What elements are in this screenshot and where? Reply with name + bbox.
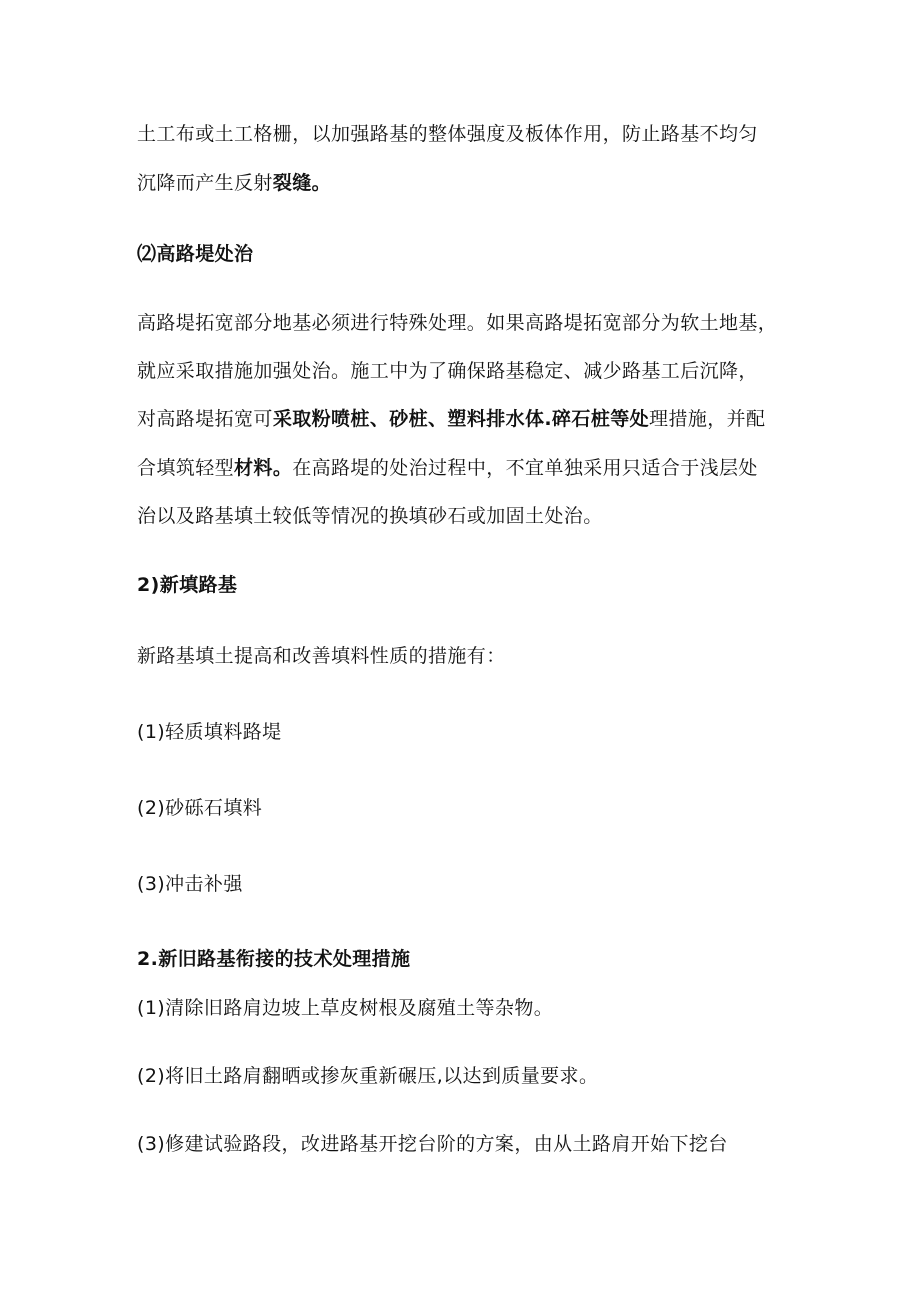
- paragraph-2-line-3-text-b: 理措施，并配: [649, 408, 766, 430]
- paragraph-2-line-4: [137, 456, 797, 480]
- paragraph-1-line-2-bold: 裂缝。: [272, 172, 332, 194]
- paragraph-2-line-5: 治以及路基填土较低等情况的换填砂石或加固土处治。: [137, 505, 603, 527]
- paragraph-2-line-3-text-a: 对高路堤拓宽可: [137, 408, 273, 430]
- paragraph-1-line-2: [137, 171, 797, 195]
- paragraph-3: 新路基填土提高和改善填料性质的措施有：: [137, 645, 506, 667]
- fill-measure-item: (3)冲击补强: [137, 873, 243, 895]
- joint-measure-item: (1)清除旧路肩边坡上草皮树根及腐殖土等杂物。: [137, 997, 554, 1019]
- paragraph-2-line-3-bold: 采取粉喷桩、砂桩、塑料排水体.碎石桩等处: [272, 408, 650, 430]
- paragraph-2-line-4-text-b: 在高路堤的处治过程中，不宜单独采用只适合于浅层处: [292, 457, 758, 479]
- paragraph-2-line-3: [137, 407, 797, 431]
- section-heading-high-embankment: ⑵高路堤处治: [137, 243, 254, 265]
- fill-measure-item: (1)轻质填料路堤: [137, 721, 282, 743]
- paragraph-2-line-4-text-a: 合填筑轻型: [137, 457, 235, 479]
- fill-measure-item: (2)砂砾石填料: [137, 797, 263, 819]
- paragraph-2-line-1: 高路堤拓宽部分地基必须进行特殊处理。如果高路堤拓宽部分为软土地基，: [137, 312, 778, 334]
- section-heading-new-fill: 2)新填路基: [137, 574, 238, 596]
- paragraph-2-line-4-bold: 材料。: [234, 457, 293, 479]
- paragraph-1-line-1: 土工布或土工格栅，以加强路基的整体强度及板体作用，防止路基不均匀: [137, 123, 758, 145]
- paragraph-2-line-2: 就应采取措施加强处治。施工中为了确保路基稳定、减少路基工后沉降，: [137, 360, 758, 382]
- joint-measure-item: (3)修建试验路段，改进路基开挖台阶的方案，由从土路肩开始下挖台: [137, 1133, 728, 1155]
- section-heading-joint: 2.新旧路基衔接的技术处理措施: [137, 948, 411, 970]
- paragraph-1-line-2-text: 沉降而产生反射: [137, 172, 273, 194]
- joint-measure-item: (2)将旧土路肩翻晒或掺灰重新碾压,以达到质量要求。: [137, 1065, 599, 1087]
